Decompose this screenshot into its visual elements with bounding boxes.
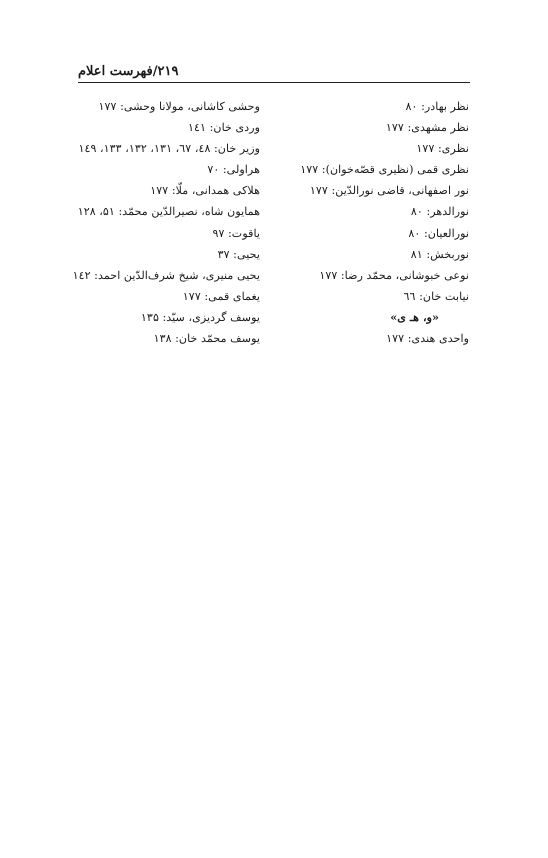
header-divider (78, 82, 470, 83)
page-header (78, 64, 470, 84)
index-entry: یوسف گردیزی، سیّد: ۱۳۵ (140, 310, 260, 324)
index-entry: یوسف محمّد خان: ۱۳۸ (153, 332, 260, 346)
index-entry: نوربخش: ۸۱ (410, 247, 469, 261)
index-column-left (70, 96, 260, 349)
index-entry: وزیر خان: ٤۸، ٦۷، ۱۳۱، ۱۳۲، ۱۳۳، ۱٤۹ (78, 142, 260, 156)
index-entry: یاقوت: ۹۷ (212, 226, 260, 240)
index-entry: نورالعیان: ۸۰ (408, 226, 469, 240)
index-entry: یحیی منیری، شیخ شرف‌الدّین احمد: ۱٤۲ (72, 268, 260, 282)
index-entry: یغمای قمی: ۱۷۷ (182, 289, 260, 303)
section-heading: «و، هـ ی» (390, 309, 439, 324)
index-entry: همایون شاه، نصیرالدّین محمّد: ۵۱، ۱۲۸ (77, 205, 260, 219)
index-entry: نظر بهادر: ۸۰ (405, 100, 469, 113)
index-entry: نور اصفهانی، قاضی نورالدّین: ۱۷۷ (309, 184, 469, 198)
index-entry: نظری: ۱۷۷ (416, 142, 469, 156)
page-title: ۲۱۹/فهرست اعلام (78, 64, 179, 79)
index-entry: نیابت خان: ٦٦ (403, 289, 469, 303)
index-entry: واحدی هندی: ۱۷۷ (386, 332, 469, 346)
index-entry: یحیی: ۳۷ (217, 247, 260, 261)
index-entry: نظری قمی (نظیری قصّه‌خوان): ۱۷۷ (300, 163, 469, 177)
index-entry: نظر مشهدی: ۱۷۷ (385, 121, 469, 135)
index-entry: هلاکی همدانی، ملّا: ۱۷۷ (150, 184, 260, 198)
index-entry: نوعی خبوشانی، محمّد رضا: ۱۷۷ (319, 268, 469, 282)
index-entry: وحشی کاشانی، مولانا وحشی: ۱۷۷ (98, 100, 260, 113)
index-entry: نورالدهر: ۸۰ (410, 205, 469, 219)
index-column-right (284, 96, 469, 349)
index-entry: هراولی: ۷۰ (207, 163, 260, 177)
index-entry: وردی خان: ۱٤۱ (188, 121, 260, 135)
